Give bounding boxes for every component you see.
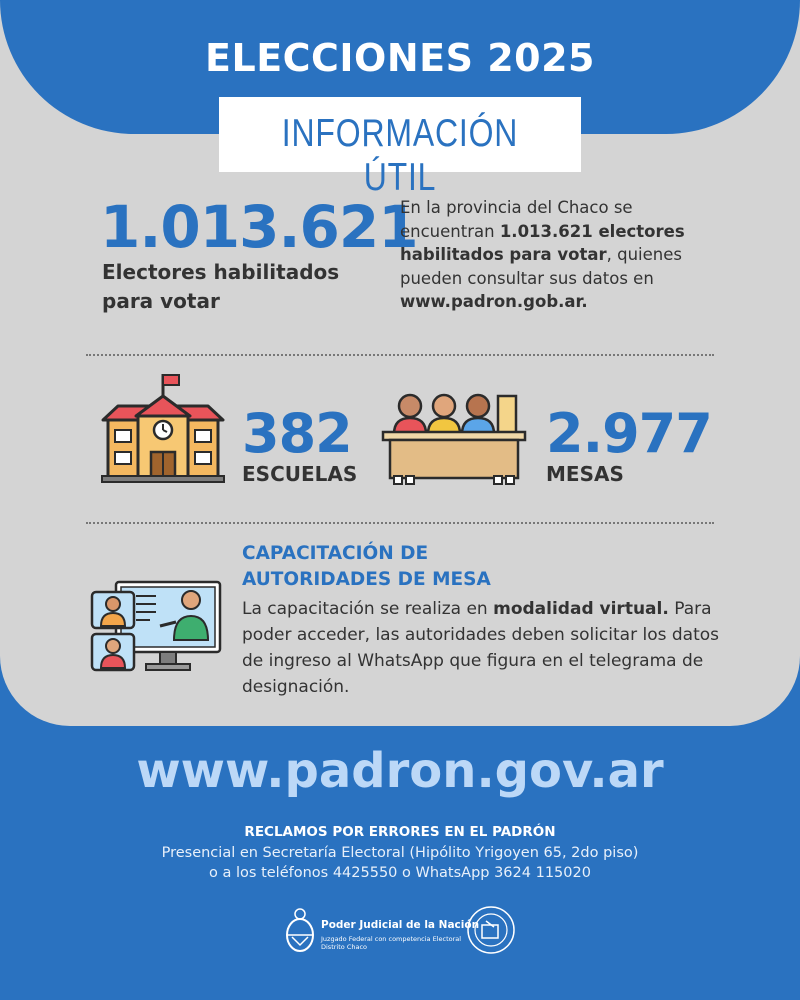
- electors-description: [400, 196, 720, 314]
- training-title: [242, 541, 542, 593]
- electors-desc-text1: En la provincia del Chaco se encuentran: [400, 198, 633, 241]
- schools-count: 382: [242, 402, 352, 465]
- page-title: ELECCIONES 2025: [205, 36, 595, 80]
- virtual-training-icon: [90, 578, 226, 682]
- training-text2: Para poder acceder, las autoridades deben solicitar los datos de ingreso al WhatsApp que figura en el telegrama de designación.: [242, 599, 719, 697]
- electors-label-line1: Electores habilitados: [102, 260, 340, 284]
- tables-count: 2.977: [546, 402, 712, 465]
- claims-title: RECLAMOS POR ERRORES EN EL PADRÓN: [244, 824, 556, 840]
- tables-label: MESAS: [546, 462, 624, 486]
- electors-count: 1.013.621: [100, 193, 418, 261]
- school-icon: [100, 372, 226, 484]
- training-text-bold: modalidad virtual.: [493, 599, 669, 619]
- electors-label-line2: para votar: [102, 289, 220, 313]
- electors-desc-bold1: 1.013.621 electores habilitados para votar: [400, 221, 685, 264]
- padron-url: www.padron.gov.ar: [136, 743, 664, 799]
- divider: [86, 522, 714, 524]
- electors-desc-bold2: www.padron.gob.ar.: [400, 292, 588, 311]
- training-title-line2: AUTORIDADES DE MESA: [242, 569, 491, 590]
- training-description: [242, 596, 742, 700]
- electors-label: [102, 258, 382, 316]
- claims-line-1: Presencial en Secretaría Electoral (Hipólito Yrigoyen 65, 2do piso): [161, 845, 639, 861]
- org-name: Poder Judicial de la Nación: [321, 919, 480, 931]
- schools-label: ESCUELAS: [242, 462, 358, 486]
- training-text1: La capacitación se realiza en: [242, 599, 494, 619]
- training-title-line1: CAPACITACIÓN DE: [242, 543, 429, 564]
- divider: [86, 354, 714, 356]
- voting-table-icon: [380, 390, 528, 486]
- page-subtitle: INFORMACIÓN ÚTIL: [281, 112, 519, 199]
- electoral-court-seal-icon: [466, 905, 516, 955]
- org-subtitle: Juzgado Federal con competencia Electoral Distrito Chaco: [321, 935, 462, 951]
- electors-desc-text2: , quienes pueden consultar sus datos en: [400, 245, 682, 288]
- claims-line-2: o a los teléfonos 4425550 o WhatsApp 3624 115020: [209, 865, 591, 881]
- argentina-seal-icon: [284, 907, 316, 953]
